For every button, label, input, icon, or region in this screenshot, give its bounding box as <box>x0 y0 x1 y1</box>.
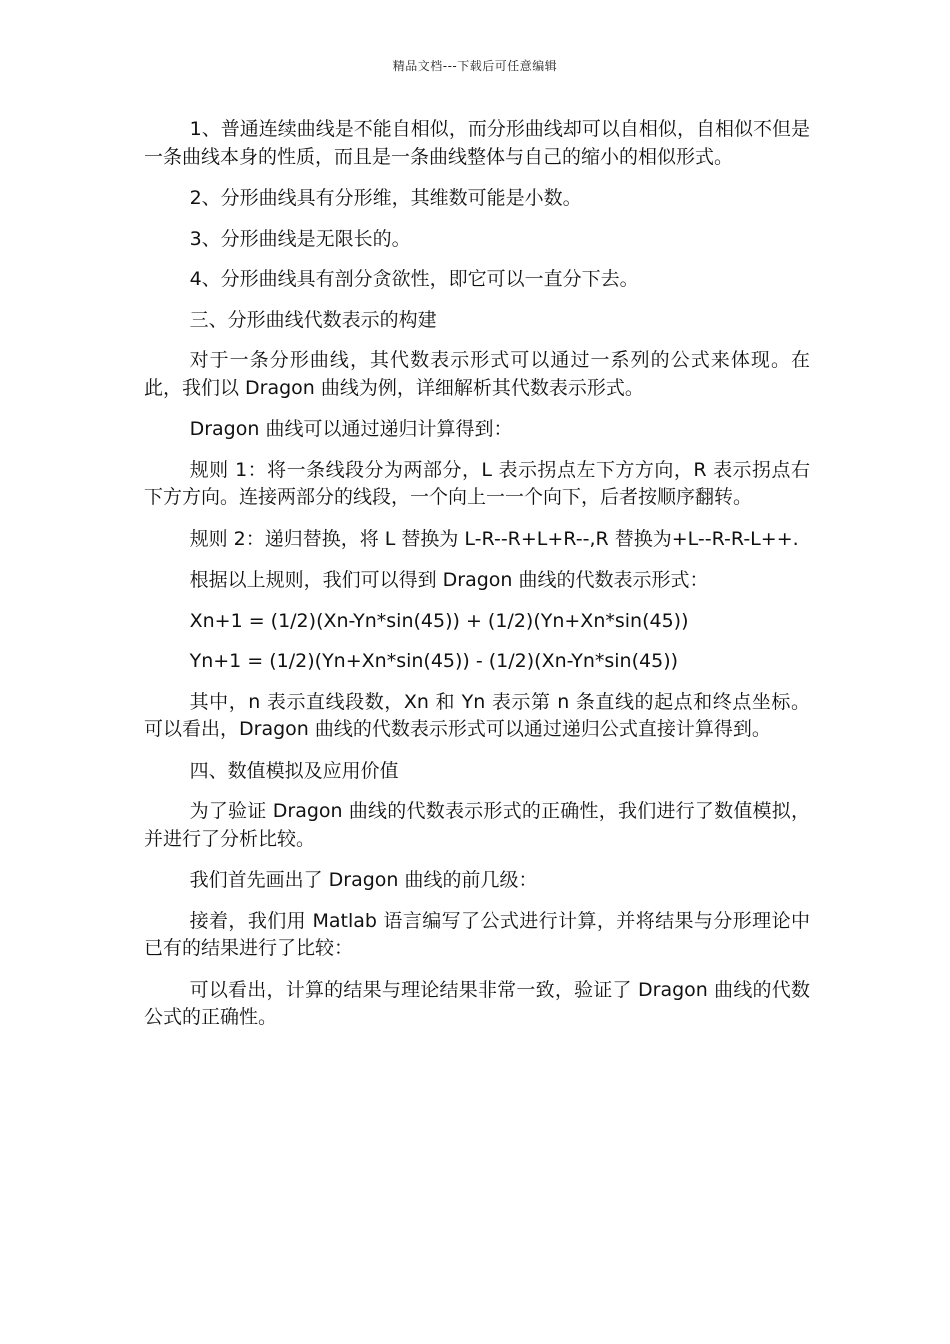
document-body <box>144 116 810 1046</box>
paragraph-recursion: Dragon 曲线可以通过递归计算得到： <box>189 418 513 440</box>
paragraph-derivation: 根据以上规则，我们可以得到 Dragon 曲线的代数表示形式： <box>189 569 709 591</box>
paragraph-rule-2: 规则 2：递归替换，将 L 替换为 L-R--R+L+R--,R 替换为+L--R-R-L++. <box>189 527 799 550</box>
paragraph-property-2: 2、分形曲线具有分形维，其维数可能是小数。 <box>189 187 582 209</box>
paragraph-intro: 对于一条分形曲线，其代数表示形式可以通过一系列的公式来体现。在此，我们以 Dragon 曲线为例，详细解析其代数表示形式。 <box>144 349 810 399</box>
paragraph-conclusion: 可以看出，计算的结果与理论结果非常一致，验证了 Dragon 曲线的代数公式的正确性。 <box>144 978 810 1028</box>
formula-y: Yn+1 = (1/2)(Yn+Xn*sin(45)) - (1/2)(Xn-Yn*sin(45)) <box>189 650 679 672</box>
paragraph-rule-1: 规则 1：将一条线段分为两部分，L 表示拐点左下方方向，R 表示拐点右下方方向。连接两部分的线段，一个向上一一个向下，后者按顺序翻转。 <box>144 458 810 508</box>
paragraph-property-1: 1、普通连续曲线是不能自相似，而分形曲线却可以自相似，自相似不但是一条曲线本身的性质，而且是一条曲线整体与自己的缩小的相似形式。 <box>144 118 810 168</box>
section-heading-4: 四、数值模拟及应用价值 <box>189 759 399 782</box>
paragraph-first-levels: 我们首先画出了 Dragon 曲线的前几级： <box>189 869 538 891</box>
paragraph-matlab: 接着，我们用 Matlab 语言编写了公式进行计算，并将结果与分形理论中已有的结果进行了比较： <box>144 909 810 959</box>
paragraph-explanation: 其中，n 表示直线段数，Xn 和 Yn 表示第 n 条直线的起点和终点坐标。可以看出，Dragon 曲线的代数表示形式可以通过递归公式直接计算得到。 <box>144 690 810 740</box>
section-heading-3: 三、分形曲线代数表示的构建 <box>189 308 437 331</box>
paragraph-simulation: 为了验证 Dragon 曲线的代数表示形式的正确性，我们进行了数值模拟，并进行了分析比较。 <box>144 800 810 850</box>
paragraph-property-3: 3、分形曲线是无限长的。 <box>189 227 411 250</box>
formula-x: Xn+1 = (1/2)(Xn-Yn*sin(45)) + (1/2)(Yn+Xn*sin(45)) <box>189 609 689 632</box>
paragraph-property-4: 4、分形曲线具有剖分贪欲性，即它可以一直分下去。 <box>189 268 639 290</box>
page-header: 精品文档---下载后可任意编辑 <box>392 59 558 73</box>
